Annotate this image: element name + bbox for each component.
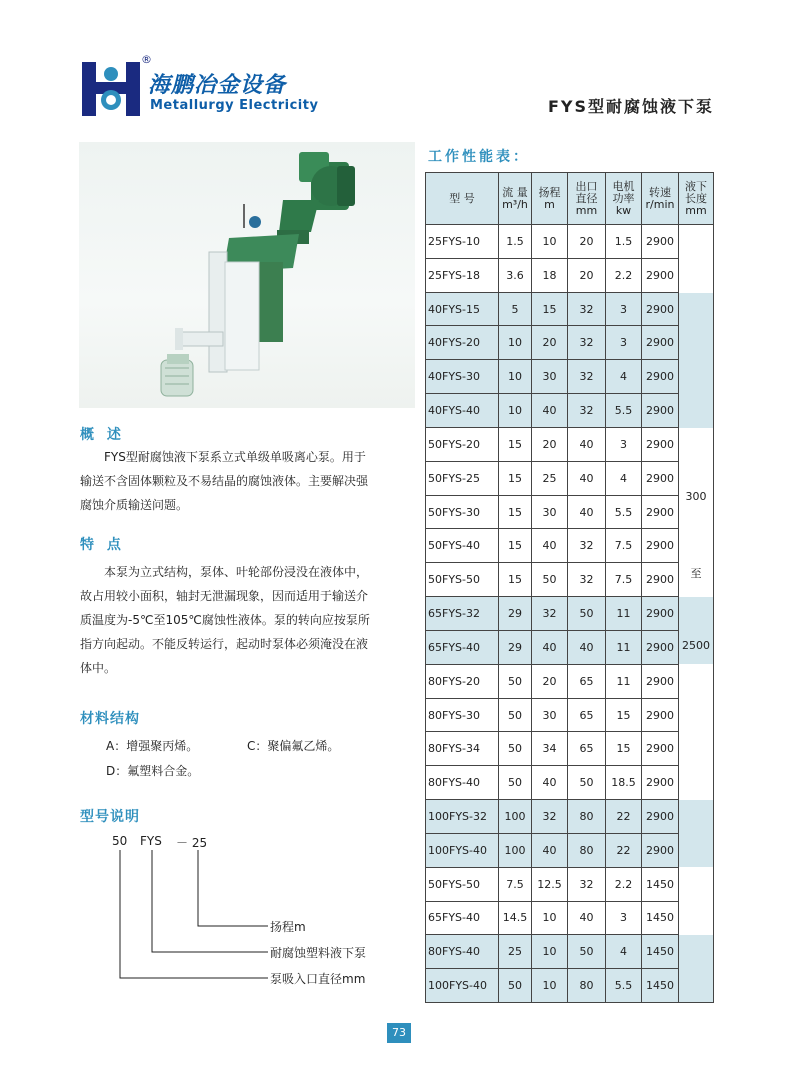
cell-kw: 4 <box>606 360 642 394</box>
cell-flow: 14.5 <box>499 901 532 935</box>
cell-rpm: 2900 <box>642 800 679 834</box>
table-row <box>426 461 714 495</box>
cell-type: 50FYS-50 <box>426 867 499 901</box>
cell-flow: 10 <box>499 326 532 360</box>
cell-type: 50FYS-50 <box>426 563 499 597</box>
cell-type: 100FYS-32 <box>426 800 499 834</box>
cell-out: 32 <box>568 292 606 326</box>
overview-heading: 概 述 <box>80 427 125 443</box>
cell-rpm: 2900 <box>642 292 679 326</box>
cell-out: 32 <box>568 529 606 563</box>
cell-kw: 3 <box>606 326 642 360</box>
cell-kw: 18.5 <box>606 766 642 800</box>
cell-type: 40FYS-20 <box>426 326 499 360</box>
cell-type: 40FYS-40 <box>426 394 499 428</box>
length-text-mid: 至 <box>690 567 702 580</box>
table-row <box>426 935 714 969</box>
cell-rpm: 1450 <box>642 901 679 935</box>
cell-out: 65 <box>568 664 606 698</box>
features-line: 质温度为-5℃至105℃腐蚀性液体。泵的转向应按泵所 <box>80 613 370 627</box>
header-motor: 电机 功率 kw <box>606 173 642 225</box>
cell-head: 20 <box>532 427 568 461</box>
cell-head: 10 <box>532 225 568 259</box>
model-label-head: 扬程m <box>270 920 306 934</box>
table-row <box>426 529 714 563</box>
cell-flow: 15 <box>499 461 532 495</box>
cell-rpm: 2900 <box>642 461 679 495</box>
cell-type: 65FYS-40 <box>426 901 499 935</box>
cell-rpm: 2900 <box>642 664 679 698</box>
cell-length-range <box>679 225 714 1003</box>
cell-out: 40 <box>568 630 606 664</box>
table-row <box>426 630 714 664</box>
features-line: 体中。 <box>80 661 117 675</box>
cell-kw: 5.5 <box>606 969 642 1003</box>
cell-out: 50 <box>568 766 606 800</box>
cell-head: 40 <box>532 630 568 664</box>
cell-flow: 29 <box>499 597 532 631</box>
cell-type: 25FYS-10 <box>426 225 499 259</box>
cell-type: 50FYS-30 <box>426 495 499 529</box>
cell-type: 25FYS-18 <box>426 258 499 292</box>
cell-flow: 15 <box>499 529 532 563</box>
cell-flow: 5 <box>499 292 532 326</box>
company-logo <box>80 58 142 120</box>
cell-kw: 4 <box>606 935 642 969</box>
cell-flow: 15 <box>499 427 532 461</box>
cell-flow: 29 <box>499 630 532 664</box>
cell-rpm: 1450 <box>642 935 679 969</box>
performance-table <box>425 172 714 1003</box>
cell-flow: 50 <box>499 664 532 698</box>
registered-mark: ® <box>141 53 152 66</box>
cell-type: 40FYS-30 <box>426 360 499 394</box>
features-line: 指方向起动。不能反转运行，起动时泵体必须淹没在液 <box>80 637 369 651</box>
cell-out: 32 <box>568 394 606 428</box>
cell-kw: 11 <box>606 664 642 698</box>
table-row <box>426 394 714 428</box>
cell-kw: 1.5 <box>606 225 642 259</box>
cell-kw: 11 <box>606 630 642 664</box>
cell-type: 100FYS-40 <box>426 833 499 867</box>
table-row <box>426 427 714 461</box>
model-code-head: － 25 <box>176 836 208 850</box>
length-text-top: 300 <box>685 490 707 503</box>
cell-rpm: 1450 <box>642 867 679 901</box>
cell-kw: 15 <box>606 732 642 766</box>
cell-flow: 50 <box>499 698 532 732</box>
cell-kw: 22 <box>606 833 642 867</box>
cell-rpm: 2900 <box>642 529 679 563</box>
model-diagram-lines <box>110 848 270 984</box>
cell-rpm: 2900 <box>642 630 679 664</box>
cell-type: 65FYS-32 <box>426 597 499 631</box>
cell-flow: 1.5 <box>499 225 532 259</box>
cell-flow: 25 <box>499 935 532 969</box>
material-c: C：聚偏氟乙烯。 <box>247 739 340 753</box>
cell-head: 32 <box>532 597 568 631</box>
cell-type: 80FYS-40 <box>426 935 499 969</box>
cell-out: 32 <box>568 867 606 901</box>
cell-type: 80FYS-40 <box>426 766 499 800</box>
table-row <box>426 867 714 901</box>
cell-kw: 4 <box>606 461 642 495</box>
table-row <box>426 766 714 800</box>
cell-head: 10 <box>532 935 568 969</box>
table-row <box>426 698 714 732</box>
cell-out: 65 <box>568 732 606 766</box>
cell-kw: 15 <box>606 698 642 732</box>
cell-flow: 15 <box>499 495 532 529</box>
cell-out: 32 <box>568 360 606 394</box>
overview-line: FYS型耐腐蚀液下泵系立式单级单吸离心泵。用于 <box>104 450 366 464</box>
length-text-bottom: 2500 <box>682 639 710 652</box>
cell-out: 80 <box>568 833 606 867</box>
table-row <box>426 495 714 529</box>
cell-head: 20 <box>532 326 568 360</box>
cell-rpm: 2900 <box>642 766 679 800</box>
cell-rpm: 1450 <box>642 969 679 1003</box>
table-header-row <box>426 173 714 225</box>
cell-type: 65FYS-40 <box>426 630 499 664</box>
table-row <box>426 901 714 935</box>
cell-head: 10 <box>532 901 568 935</box>
cell-head: 40 <box>532 529 568 563</box>
cell-out: 80 <box>568 969 606 1003</box>
cell-head: 40 <box>532 833 568 867</box>
table-row <box>426 292 714 326</box>
cell-flow: 7.5 <box>499 867 532 901</box>
cell-head: 40 <box>532 766 568 800</box>
cell-head: 20 <box>532 664 568 698</box>
cell-head: 30 <box>532 495 568 529</box>
cell-flow: 15 <box>499 563 532 597</box>
table-row <box>426 225 714 259</box>
cell-rpm: 2900 <box>642 698 679 732</box>
cell-kw: 22 <box>606 800 642 834</box>
cell-out: 40 <box>568 495 606 529</box>
cell-head: 50 <box>532 563 568 597</box>
cell-kw: 5.5 <box>606 394 642 428</box>
cell-rpm: 2900 <box>642 732 679 766</box>
cell-flow: 100 <box>499 800 532 834</box>
cell-head: 30 <box>532 360 568 394</box>
page-number: 73 <box>387 1023 411 1043</box>
table-row <box>426 563 714 597</box>
cell-type: 40FYS-15 <box>426 292 499 326</box>
header-head: 扬程 m <box>532 173 568 225</box>
model-code-type: FYS <box>140 834 162 848</box>
cell-type: 80FYS-30 <box>426 698 499 732</box>
table-body <box>426 225 714 1003</box>
cell-flow: 10 <box>499 394 532 428</box>
cell-rpm: 2900 <box>642 360 679 394</box>
cell-head: 32 <box>532 800 568 834</box>
model-label-diameter: 泵吸入口直径mm <box>270 972 366 986</box>
cell-type: 50FYS-25 <box>426 461 499 495</box>
product-photo <box>79 142 415 408</box>
cell-rpm: 2900 <box>642 394 679 428</box>
model-heading: 型号说明 <box>80 809 140 825</box>
cell-type: 50FYS-20 <box>426 427 499 461</box>
table-row <box>426 800 714 834</box>
cell-out: 20 <box>568 225 606 259</box>
material-d: D：氟塑料合金。 <box>106 764 200 778</box>
cell-head: 18 <box>532 258 568 292</box>
cell-rpm: 2900 <box>642 495 679 529</box>
cell-out: 65 <box>568 698 606 732</box>
header-type: 型 号 <box>426 173 499 225</box>
cell-out: 50 <box>568 597 606 631</box>
cell-head: 34 <box>532 732 568 766</box>
brand-name-en: Metallurgy Electricity <box>150 98 319 113</box>
table-row <box>426 969 714 1003</box>
cell-head: 10 <box>532 969 568 1003</box>
table-title: 工作性能表： <box>428 149 530 165</box>
cell-rpm: 2900 <box>642 833 679 867</box>
cell-out: 80 <box>568 800 606 834</box>
cell-rpm: 2900 <box>642 258 679 292</box>
cell-type: 80FYS-20 <box>426 664 499 698</box>
cell-out: 40 <box>568 901 606 935</box>
header-speed: 转速 r/min <box>642 173 679 225</box>
cell-flow: 50 <box>499 732 532 766</box>
cell-rpm: 2900 <box>642 427 679 461</box>
cell-kw: 2.2 <box>606 867 642 901</box>
table-row <box>426 258 714 292</box>
cell-rpm: 2900 <box>642 225 679 259</box>
features-text <box>80 560 420 680</box>
overview-line: 输送不含固体颗粒及不易结晶的腐蚀液体。主要解决强 <box>80 474 369 488</box>
cell-rpm: 2900 <box>642 563 679 597</box>
cell-type: 50FYS-40 <box>426 529 499 563</box>
header-flow: 流 量 m³/h <box>499 173 532 225</box>
cell-head: 12.5 <box>532 867 568 901</box>
cell-kw: 3 <box>606 901 642 935</box>
model-label-name: 耐腐蚀塑料液下泵 <box>270 946 367 960</box>
cell-type: 100FYS-40 <box>426 969 499 1003</box>
cell-head: 30 <box>532 698 568 732</box>
model-code-diameter: 50 <box>112 834 128 848</box>
cell-kw: 5.5 <box>606 495 642 529</box>
cell-kw: 3 <box>606 427 642 461</box>
cell-type: 80FYS-34 <box>426 732 499 766</box>
cell-kw: 7.5 <box>606 563 642 597</box>
header-length: 液下 长度 mm <box>679 173 714 225</box>
cell-rpm: 2900 <box>642 326 679 360</box>
cell-flow: 3.6 <box>499 258 532 292</box>
cell-kw: 7.5 <box>606 529 642 563</box>
features-line: 本泵为立式结构，泵体、叶轮部份浸没在液体中， <box>104 565 369 579</box>
cell-rpm: 2900 <box>642 597 679 631</box>
cell-flow: 100 <box>499 833 532 867</box>
overview-line: 腐蚀介质输送问题。 <box>80 498 189 512</box>
table-row <box>426 732 714 766</box>
brand-name-cn: 海鹏冶金设备 <box>148 73 287 98</box>
cell-flow: 50 <box>499 766 532 800</box>
cell-head: 25 <box>532 461 568 495</box>
cell-head: 40 <box>532 394 568 428</box>
features-heading: 特 点 <box>80 537 125 553</box>
cell-out: 32 <box>568 563 606 597</box>
cell-out: 20 <box>568 258 606 292</box>
page-title: FYS型耐腐蚀液下泵 <box>547 97 714 116</box>
cell-out: 40 <box>568 427 606 461</box>
cell-flow: 50 <box>499 969 532 1003</box>
table-row <box>426 664 714 698</box>
cell-kw: 11 <box>606 597 642 631</box>
table-row <box>426 833 714 867</box>
table-row <box>426 360 714 394</box>
cell-out: 50 <box>568 935 606 969</box>
header-outlet: 出口 直径 mm <box>568 173 606 225</box>
cell-kw: 2.2 <box>606 258 642 292</box>
material-a: A：增强聚丙烯。 <box>106 739 199 753</box>
cell-flow: 10 <box>499 360 532 394</box>
table-row <box>426 597 714 631</box>
table-row <box>426 326 714 360</box>
overview-text <box>80 445 420 517</box>
materials-heading: 材料结构 <box>80 711 140 727</box>
cell-head: 15 <box>532 292 568 326</box>
features-line: 故占用较小面积，轴封无泄漏现象，因而适用于输送介 <box>80 589 369 603</box>
cell-kw: 3 <box>606 292 642 326</box>
cell-out: 32 <box>568 326 606 360</box>
cell-out: 40 <box>568 461 606 495</box>
